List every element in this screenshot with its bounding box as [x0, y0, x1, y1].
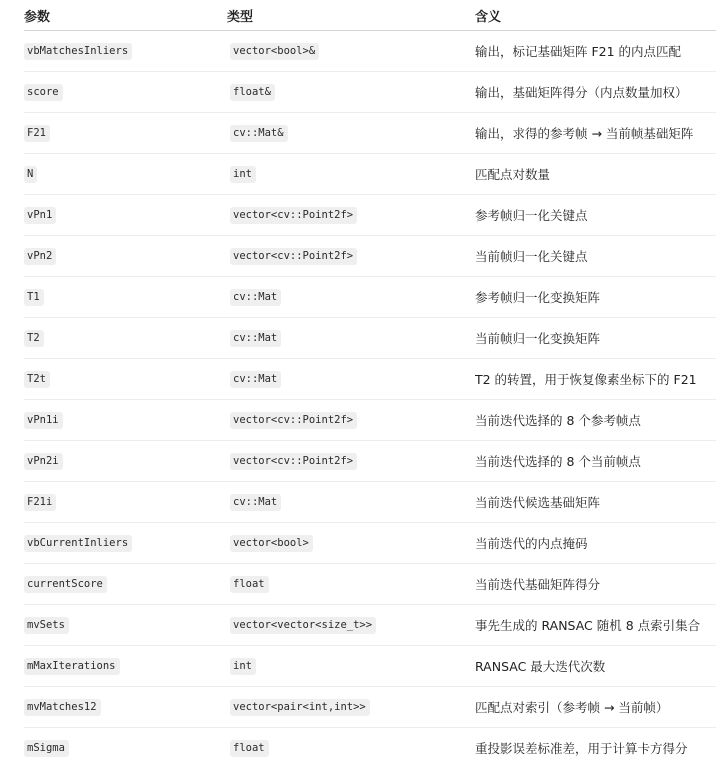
table-row — [24, 359, 716, 400]
param-name-code: mvMatches12 — [24, 699, 101, 716]
param-name-code: T2 — [24, 330, 44, 347]
param-name-code: vPn2i — [24, 453, 63, 470]
column-header-meaning: 含义 — [475, 0, 716, 31]
meaning-cell — [475, 31, 716, 72]
param-name-code: T2t — [24, 371, 50, 388]
param-meaning-text: T2 的转置，用于恢复像素坐标下的 F21 — [475, 372, 697, 387]
param-name-code: mMaxIterations — [24, 658, 120, 675]
param-type-code: vector<cv::Point2f> — [230, 248, 357, 265]
meaning-cell — [475, 646, 716, 687]
column-header-param: 参数 — [24, 0, 227, 31]
param-type-code: vector<bool> — [230, 535, 313, 552]
param-name-code: vbMatchesInliers — [24, 43, 132, 60]
type-cell — [227, 482, 475, 523]
meaning-cell — [475, 400, 716, 441]
parameter-table-container — [24, 0, 716, 768]
param-type-code: vector<bool>& — [230, 43, 319, 60]
param-meaning-text: 当前迭代的内点掩码 — [475, 536, 588, 551]
param-type-code: int — [230, 166, 256, 183]
param-cell — [24, 359, 227, 400]
param-cell — [24, 482, 227, 523]
type-cell — [227, 400, 475, 441]
param-name-code: mvSets — [24, 617, 69, 634]
param-meaning-text: 当前迭代候选基础矩阵 — [475, 495, 601, 510]
param-cell — [24, 318, 227, 359]
table-row — [24, 687, 716, 728]
param-type-code: vector<pair<int,int>> — [230, 699, 370, 716]
param-cell — [24, 441, 227, 482]
param-cell — [24, 113, 227, 154]
param-cell — [24, 400, 227, 441]
param-type-code: cv::Mat — [230, 371, 281, 388]
param-meaning-text: 输出，标记基础矩阵 F21 的内点匹配 — [475, 44, 682, 59]
param-name-code: vbCurrentInliers — [24, 535, 132, 552]
table-row — [24, 523, 716, 564]
param-name-code: currentScore — [24, 576, 107, 593]
meaning-cell — [475, 318, 716, 359]
param-meaning-text: 当前帧归一化关键点 — [475, 249, 588, 264]
type-cell — [227, 605, 475, 646]
meaning-cell — [475, 72, 716, 113]
meaning-cell — [475, 728, 716, 769]
table-row — [24, 154, 716, 195]
meaning-cell — [475, 523, 716, 564]
meaning-cell — [475, 277, 716, 318]
table-row — [24, 605, 716, 646]
type-cell — [227, 195, 475, 236]
param-cell — [24, 646, 227, 687]
param-type-code: vector<cv::Point2f> — [230, 412, 357, 429]
type-cell — [227, 687, 475, 728]
type-cell — [227, 441, 475, 482]
type-cell — [227, 318, 475, 359]
type-cell — [227, 523, 475, 564]
param-name-code: vPn2 — [24, 248, 56, 265]
param-cell — [24, 523, 227, 564]
param-name-code: N — [24, 166, 37, 183]
meaning-cell — [475, 154, 716, 195]
param-meaning-text: 输出，基础矩阵得分（内点数量加权） — [475, 85, 688, 100]
table-row — [24, 564, 716, 605]
param-type-code: cv::Mat& — [230, 125, 288, 142]
param-name-code: mSigma — [24, 740, 69, 757]
param-meaning-text: 重投影误差标准差，用于计算卡方得分 — [475, 741, 688, 756]
param-meaning-text: 匹配点对索引（参考帧 → 当前帧） — [475, 700, 669, 715]
table-header-row — [24, 0, 716, 31]
param-cell — [24, 31, 227, 72]
param-cell — [24, 236, 227, 277]
meaning-cell — [475, 441, 716, 482]
param-name-code: F21 — [24, 125, 50, 142]
type-cell — [227, 728, 475, 769]
param-cell — [24, 154, 227, 195]
type-cell — [227, 31, 475, 72]
param-type-code: cv::Mat — [230, 494, 281, 511]
param-cell — [24, 195, 227, 236]
param-cell — [24, 564, 227, 605]
type-cell — [227, 154, 475, 195]
table-row — [24, 236, 716, 277]
type-cell — [227, 564, 475, 605]
type-cell — [227, 277, 475, 318]
table-row — [24, 277, 716, 318]
param-cell — [24, 728, 227, 769]
type-cell — [227, 236, 475, 277]
type-cell — [227, 113, 475, 154]
table-row — [24, 31, 716, 72]
column-header-type: 类型 — [227, 0, 475, 31]
param-type-code: cv::Mat — [230, 330, 281, 347]
param-name-code: vPn1 — [24, 207, 56, 224]
param-type-code: float — [230, 740, 269, 757]
table-row — [24, 72, 716, 113]
param-type-code: vector<cv::Point2f> — [230, 207, 357, 224]
meaning-cell — [475, 195, 716, 236]
param-name-code: score — [24, 84, 63, 101]
table-row — [24, 441, 716, 482]
param-name-code: vPn1i — [24, 412, 63, 429]
type-cell — [227, 646, 475, 687]
meaning-cell — [475, 236, 716, 277]
param-cell — [24, 277, 227, 318]
param-name-code: F21i — [24, 494, 56, 511]
table-row — [24, 113, 716, 154]
type-cell — [227, 72, 475, 113]
meaning-cell — [475, 605, 716, 646]
param-meaning-text: 参考帧归一化关键点 — [475, 208, 588, 223]
param-type-code: vector<vector<size_t>> — [230, 617, 376, 634]
param-meaning-text: 匹配点对数量 — [475, 167, 551, 182]
param-type-code: float — [230, 576, 269, 593]
param-meaning-text: RANSAC 最大迭代次数 — [475, 659, 606, 674]
param-meaning-text: 当前迭代基础矩阵得分 — [475, 577, 601, 592]
table-row — [24, 195, 716, 236]
param-cell — [24, 605, 227, 646]
table-header — [24, 0, 716, 31]
meaning-cell — [475, 359, 716, 400]
param-meaning-text: 输出，求得的参考帧 → 当前帧基础矩阵 — [475, 126, 694, 141]
meaning-cell — [475, 482, 716, 523]
table-row — [24, 646, 716, 687]
table-row — [24, 482, 716, 523]
param-meaning-text: 事先生成的 RANSAC 随机 8 点索引集合 — [475, 618, 701, 633]
table-row — [24, 400, 716, 441]
meaning-cell — [475, 564, 716, 605]
param-type-code: vector<cv::Point2f> — [230, 453, 357, 470]
param-name-code: T1 — [24, 289, 44, 306]
table-body — [24, 31, 716, 769]
param-meaning-text: 当前迭代选择的 8 个参考帧点 — [475, 413, 641, 428]
param-cell — [24, 687, 227, 728]
meaning-cell — [475, 687, 716, 728]
param-meaning-text: 参考帧归一化变换矩阵 — [475, 290, 601, 305]
param-type-code: int — [230, 658, 256, 675]
type-cell — [227, 359, 475, 400]
param-meaning-text: 当前帧归一化变换矩阵 — [475, 331, 601, 346]
param-type-code: cv::Mat — [230, 289, 281, 306]
param-meaning-text: 当前迭代选择的 8 个当前帧点 — [475, 454, 641, 469]
meaning-cell — [475, 113, 716, 154]
param-cell — [24, 72, 227, 113]
table-row — [24, 318, 716, 359]
parameter-table — [24, 0, 716, 768]
table-row — [24, 728, 716, 769]
param-type-code: float& — [230, 84, 275, 101]
